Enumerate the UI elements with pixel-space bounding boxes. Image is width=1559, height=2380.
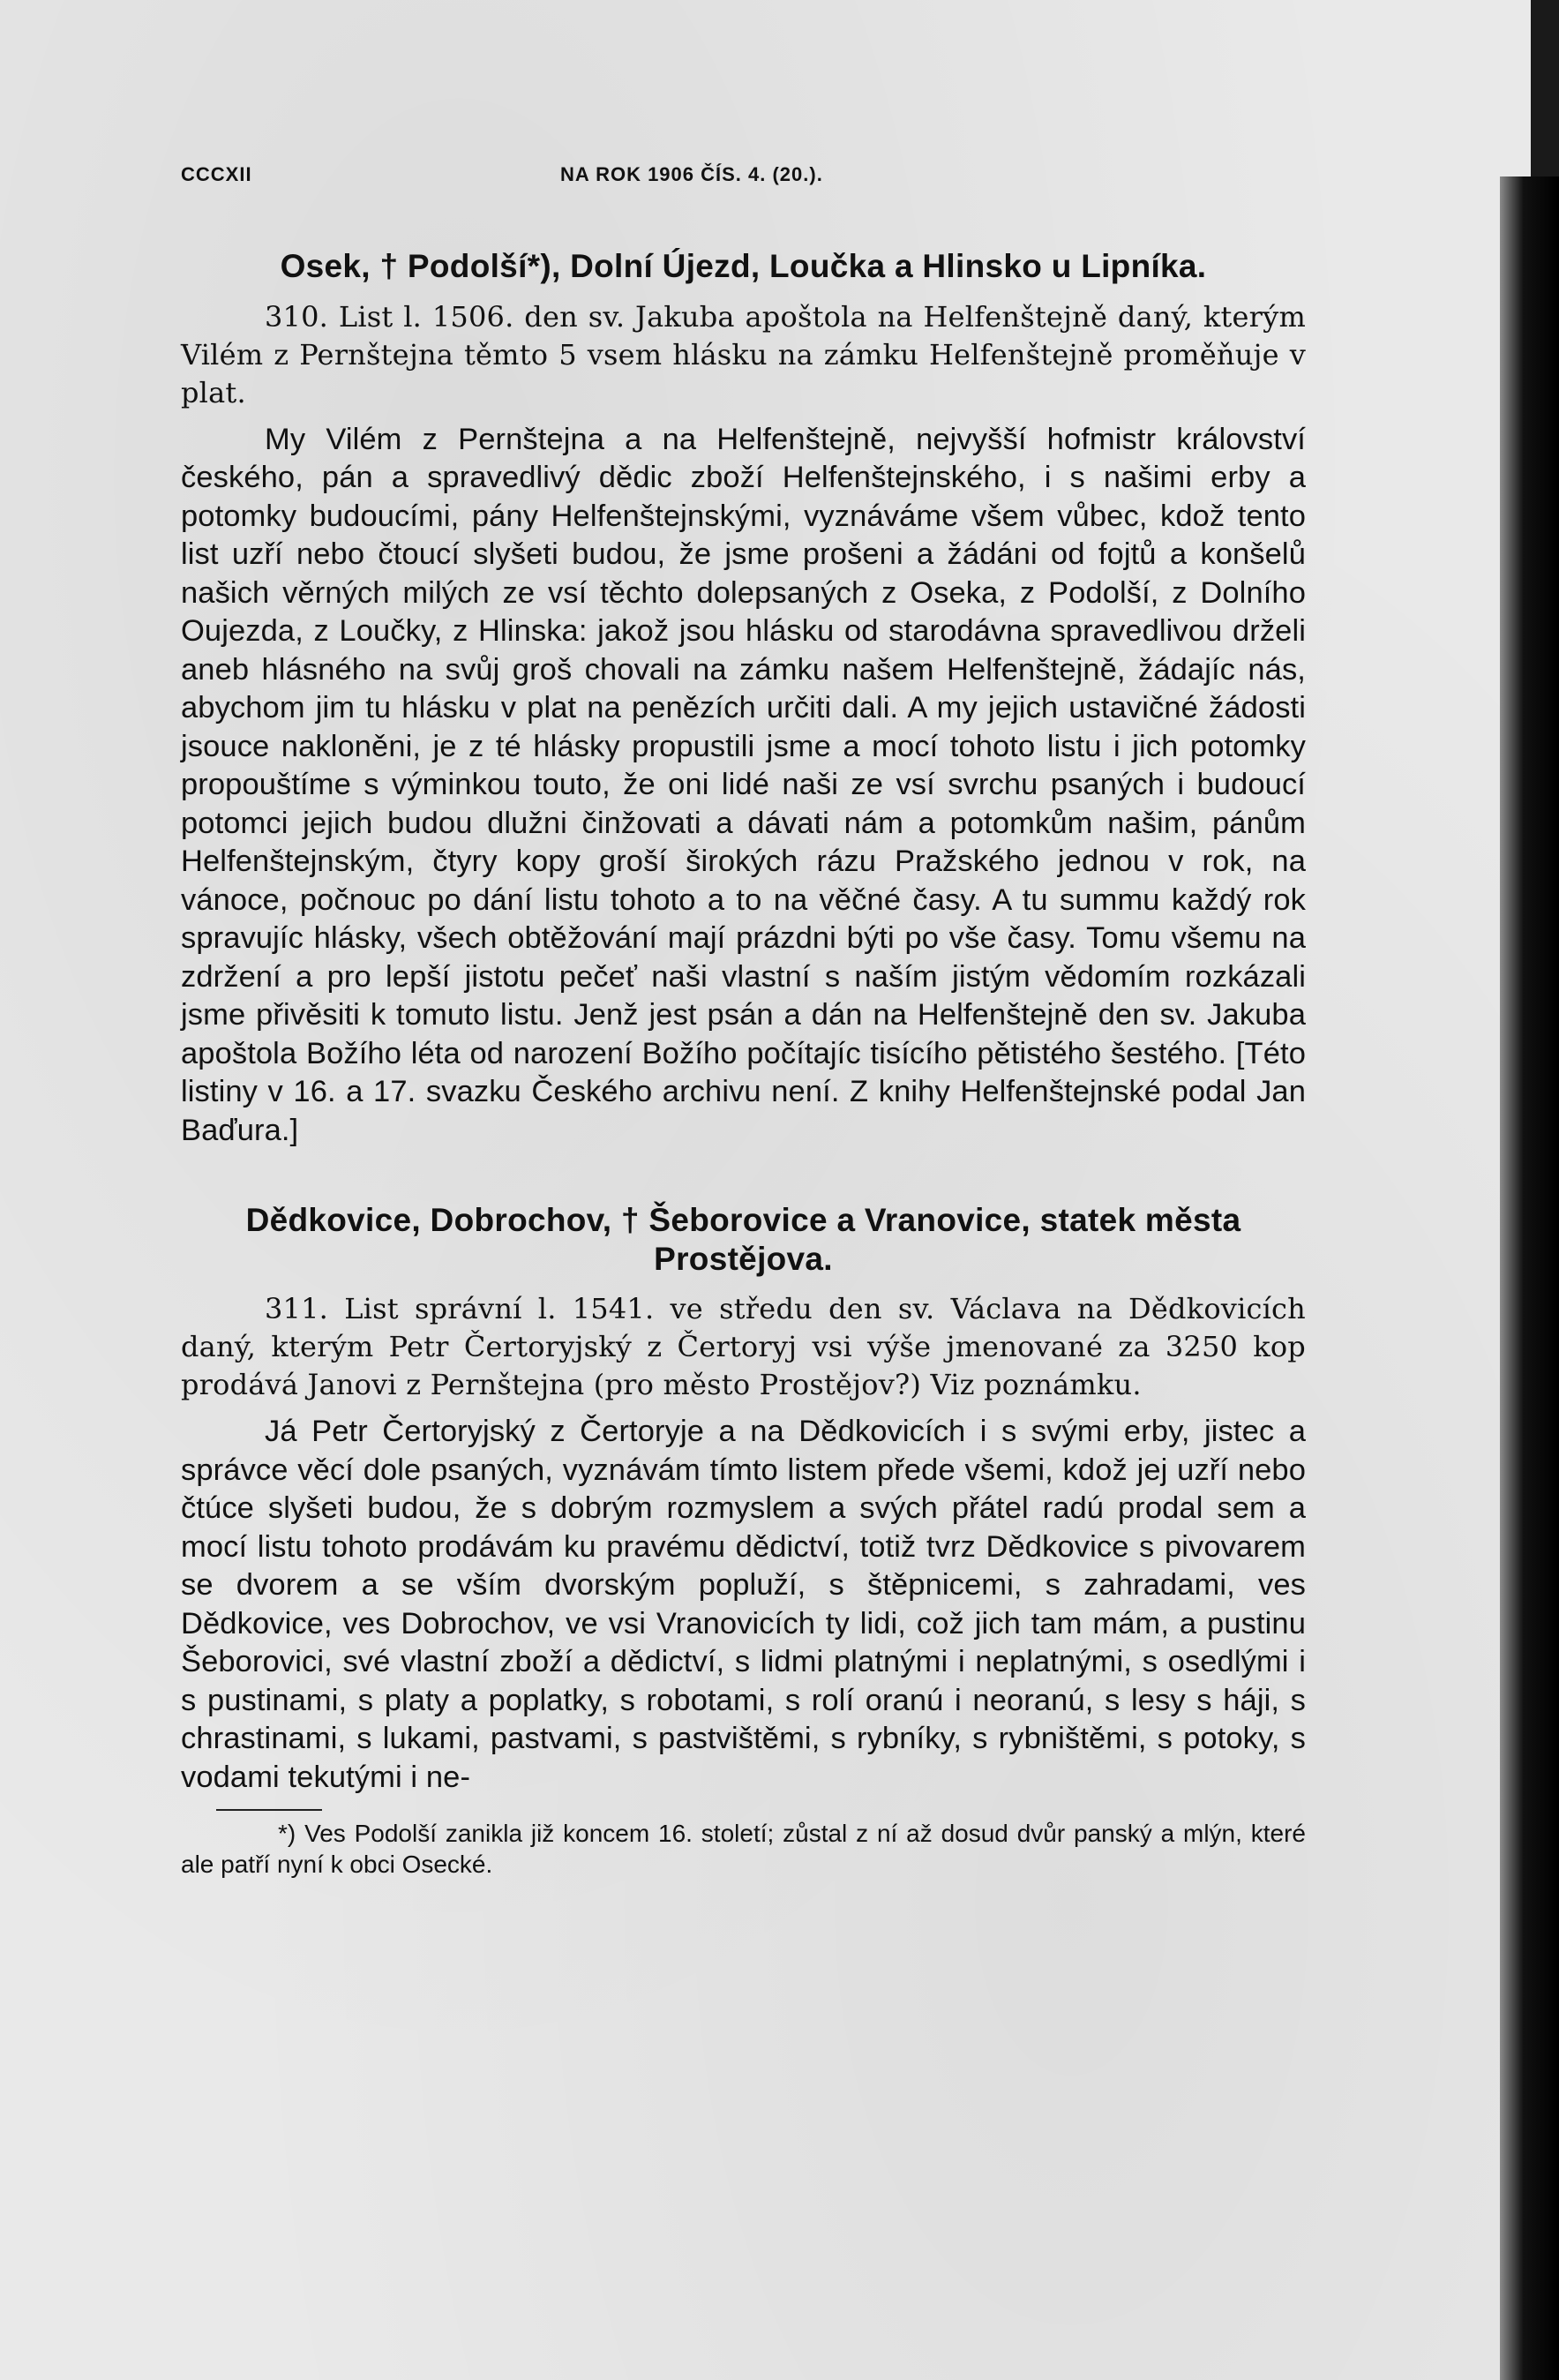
running-title: NA ROK 1906 ČÍS. 4. (20.). <box>560 163 823 185</box>
running-head <box>181 163 1306 199</box>
charter-text-311: Já Petr Čertoryjský z Čertoryje a na Dědkovicích i s svými erby, jistec a správce věcí dole psaných, vyznávám tímto listem přede všemi, kdož jej uzří nebo čtúce slyšeti budou, že s dobrým rozmyslem a svých přátel radú prodal sem a mocí listu tohoto prodávám ku pravému dědictví, totiž tvrz Dědkovice s pivovarem se dvorem a se vším dvorským popluží, s štěpnicemi, s zahradami, ves Dědkovice, ves Dobrochov, ve vsi Vranovicích ty lidi, což jich tam mám, a pustinu Šeborovici, své vlastní zboží a dědictví, s lidmi platnými i neplatnými, s osedlými i s pustinami, s platy a poplatky, s robotami, s rolí oranú i neoranú, s lesy s háji, s chrastinami, s lukami, pastvami, s pastvištěmi, s rybníky, s rybništěmi, s potoky, s vodami tekutými i ne- <box>181 1415 1306 1794</box>
book-edge-shadow <box>1500 176 1559 2380</box>
footnote: *) Ves Podolší zanikla již koncem 16. století; zůstal z ní až dosud dvůr panský a mlýn, které ale patří nyní k obci Osecké. <box>181 1820 1306 1879</box>
folio-number: CCCXII <box>181 163 252 185</box>
section-title-dedkovice: Dědkovice, Dobrochov, † Šeborovice a Vranovice, statek města Prostějova. <box>245 1202 1241 1277</box>
section-title-osek: Osek, † Podolší*), Dolní Újezd, Loučka a Hlinsko u Lipníka. <box>280 248 1207 284</box>
charter-text-310: My Vilém z Pernštejna a na Helfenštejně, nejvyšší hofmistr království českého, pán a spravedlivý dědic zboží Helfenštejnského, i s našimi erby a potomky budoucími, pány Helfenštejnskými, vyznáváme všem vůbec, kdož tento list uzří nebo čtoucí slyšeti budou, že jsme prošeni a žádáni od fojtů a konšelů našich věrných milých ze vsí těchto dolepsaných z Oseka, z Podolší, z Dolního Oujezda, z Loučky, z Hlinska: jakož jsou hlásku od starodávna spravedlivou drželi aneb hlásného na svůj groš chovali na zámku našem Helfenštejně, žádajíc nás, abychom jim tu hlásku v plat na penězích určiti dali. A my jejich ustavičné žádosti jsouce nakloněni, je z té hlásky propustili jsme a mocí tohoto listu i jich potomky propouštíme s výminkou touto, že oni lidé naši ze vsí svrchu psaných i budoucí potomci jejich budou dlužni činžovati a dávati nám a potomkům našim, pánům Helfenštejnským, čtyry kopy groší širokých rázu Pražského jednou v rok, na vánoce, počnouc po dání listu tohoto a to na věčné časy. A tu summu každý rok spravujíc hlásky, všech obtěžování mají prázdni býti po vše časy. Tomu všemu na zdržení a pro lepší jistotu pečeť naši vlastní s naším jistým vědomím rozkázali jsme přivěsiti k tomuto listu. Jenž jest psán a dán na Helfenštejně den sv. Jakuba apoštola Božího léta od narození Božího počítajíc tisícího pětistého šestého. [Této listiny v 16. a 17. svazku Českého archivu není. Z knihy Helfenštejnské podal Jan Baďura.] <box>181 422 1306 1147</box>
regest-311: 311. List správní l. 1541. ve středu den sv. Václava na Dědkovicích daný, kterým Petr Čertoryjský z Čertoryj vsi výše jmenované za 3250 kop prodává Janovi z Pernštejna (pro město Prostějov?) Viz poznámku. <box>181 1292 1306 1402</box>
regest-310: 310. List l. 1506. den sv. Jakuba apoštola na Helfenštejně daný, kterým Vilém z Pernštejna těmto 5 vsem hlásku na zámku Helfenštejně proměňuje v plat. <box>181 299 1306 409</box>
text-block <box>181 150 1306 1880</box>
footnote-divider <box>216 1809 322 1811</box>
